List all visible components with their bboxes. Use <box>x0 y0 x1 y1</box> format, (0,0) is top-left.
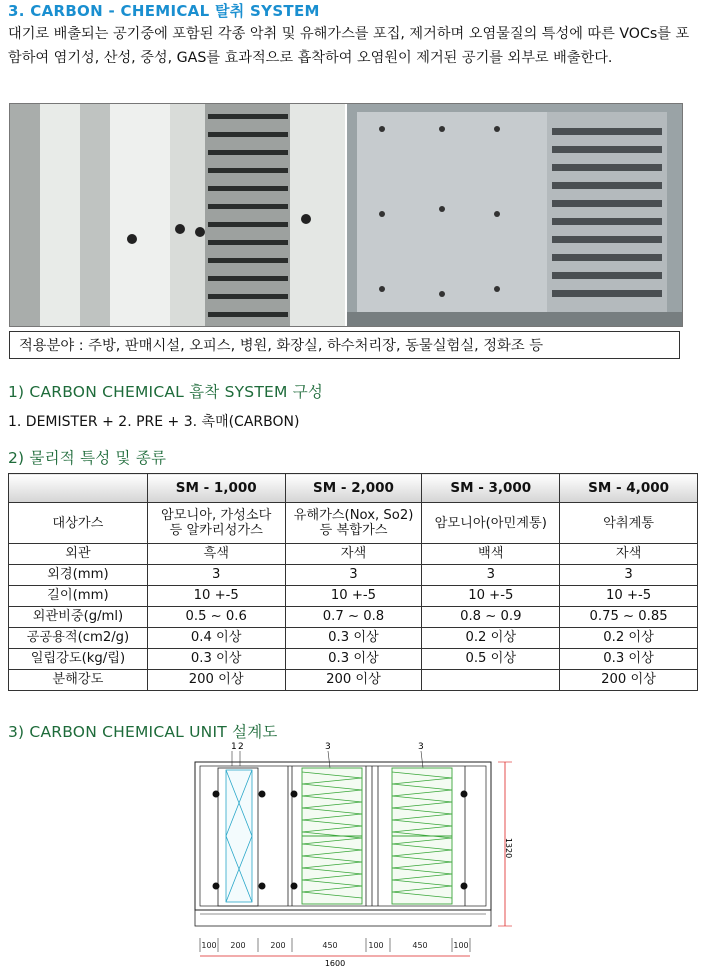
table-cell: 0.5 ~ 0.6 <box>147 607 285 628</box>
table-cell: 0.2 이상 <box>560 628 698 649</box>
dim-6: 450 <box>412 941 428 950</box>
table-cell: 10 +-5 <box>422 586 560 607</box>
dim-2: 200 <box>230 941 246 950</box>
spec-table <box>8 473 698 691</box>
row-label: 대상가스 <box>9 503 148 544</box>
section3-heading: 3) CARBON CHEMICAL UNIT 설계도 <box>8 723 278 741</box>
callout-3a: 3 <box>325 742 331 752</box>
table-cell: 200 이상 <box>285 670 422 691</box>
unit-design-drawing <box>180 742 520 972</box>
table-row <box>9 565 698 586</box>
row-label: 분해강도 <box>9 670 148 691</box>
table-row <box>9 503 698 544</box>
dim-4: 450 <box>322 941 338 950</box>
system-composition: 1. DEMISTER + 2. PRE + 3. 촉매(CARBON) <box>8 414 300 430</box>
table-row <box>9 670 698 691</box>
table-header-cell: SM - 4,000 <box>560 474 698 503</box>
table-cell: 3 <box>147 565 285 586</box>
intro-paragraph: 대기로 배출되는 공기중에 포함된 각종 악취 및 유해가스를 포집, 제거하며 오염물질의 특성에 따른 VOCs를 포함하여 염기성, 산성, 중성, GAS를 효과적으로 흡착하여 오염원이 제거된 공기를 외부로 배출한다. <box>8 26 690 66</box>
table-cell: 200 이상 <box>560 670 698 691</box>
photo-unit-closed <box>347 104 682 326</box>
total-width: 1600 <box>324 959 346 968</box>
row-label: 외관 <box>9 544 148 565</box>
row-label: 공공용적(cm2/g) <box>9 628 148 649</box>
table-row <box>9 544 698 565</box>
dim-7: 100 <box>453 941 469 950</box>
table-cell <box>422 670 560 691</box>
table-cell: 0.3 이상 <box>285 649 422 670</box>
dim-3: 200 <box>270 941 286 950</box>
table-row <box>9 586 698 607</box>
table-header-cell: SM - 3,000 <box>422 474 560 503</box>
table-row <box>9 628 698 649</box>
table-header-cell: SM - 1,000 <box>147 474 285 503</box>
table-cell: 자색 <box>285 544 422 565</box>
dim-1: 100 <box>201 941 217 950</box>
page-title: 3. CARBON - CHEMICAL 탈취 SYSTEM <box>8 2 320 20</box>
table-cell: 0.3 이상 <box>285 628 422 649</box>
section2-heading: 2) 물리적 특성 및 종류 <box>8 449 167 467</box>
table-cell: 0.75 ~ 0.85 <box>560 607 698 628</box>
row-label: 길이(mm) <box>9 586 148 607</box>
table-cell: 흑색 <box>147 544 285 565</box>
table-cell: 3 <box>422 565 560 586</box>
table-row <box>9 607 698 628</box>
table-cell: 0.3 이상 <box>147 649 285 670</box>
product-photos <box>9 103 683 327</box>
table-cell: 10 +-5 <box>560 586 698 607</box>
table-cell: 암모니아, 가성소다 등 알카리성가스 <box>147 503 285 544</box>
table-cell: 0.5 이상 <box>422 649 560 670</box>
section1-heading: 1) CARBON CHEMICAL 흡착 SYSTEM 구성 <box>8 383 324 401</box>
row-label: 일립강도(kg/립) <box>9 649 148 670</box>
table-cell: 10 +-5 <box>147 586 285 607</box>
table-cell: 자색 <box>560 544 698 565</box>
table-header-cell <box>9 474 148 503</box>
callout-2: 2 <box>238 742 244 752</box>
table-header-cell: SM - 2,000 <box>285 474 422 503</box>
table-cell: 백색 <box>422 544 560 565</box>
table-cell: 유해가스(Nox, So2) 등 복합가스 <box>285 503 422 544</box>
row-label: 외관비중(g/ml) <box>9 607 148 628</box>
table-cell: 0.7 ~ 0.8 <box>285 607 422 628</box>
callout-3b: 3 <box>418 742 424 752</box>
table-cell: 0.8 ~ 0.9 <box>422 607 560 628</box>
table-row <box>9 649 698 670</box>
dim-5: 100 <box>368 941 384 950</box>
table-cell: 3 <box>285 565 422 586</box>
photo-unit-open <box>10 104 345 326</box>
row-label: 외경(mm) <box>9 565 148 586</box>
table-cell: 10 +-5 <box>285 586 422 607</box>
table-header-row <box>9 474 698 503</box>
application-fields: 적용분야 : 주방, 판매시설, 오피스, 병원, 화장실, 하수처리장, 동물실험실, 정화조 등 <box>9 331 680 359</box>
table-cell: 암모니아(아민계통) <box>422 503 560 544</box>
table-cell: 0.3 이상 <box>560 649 698 670</box>
table-cell: 3 <box>560 565 698 586</box>
table-cell: 0.2 이상 <box>422 628 560 649</box>
table-cell: 악취계통 <box>560 503 698 544</box>
table-cell: 0.4 이상 <box>147 628 285 649</box>
table-cell: 200 이상 <box>147 670 285 691</box>
height-dimension: 1320 <box>504 837 513 859</box>
callout-1: 1 <box>231 742 237 752</box>
